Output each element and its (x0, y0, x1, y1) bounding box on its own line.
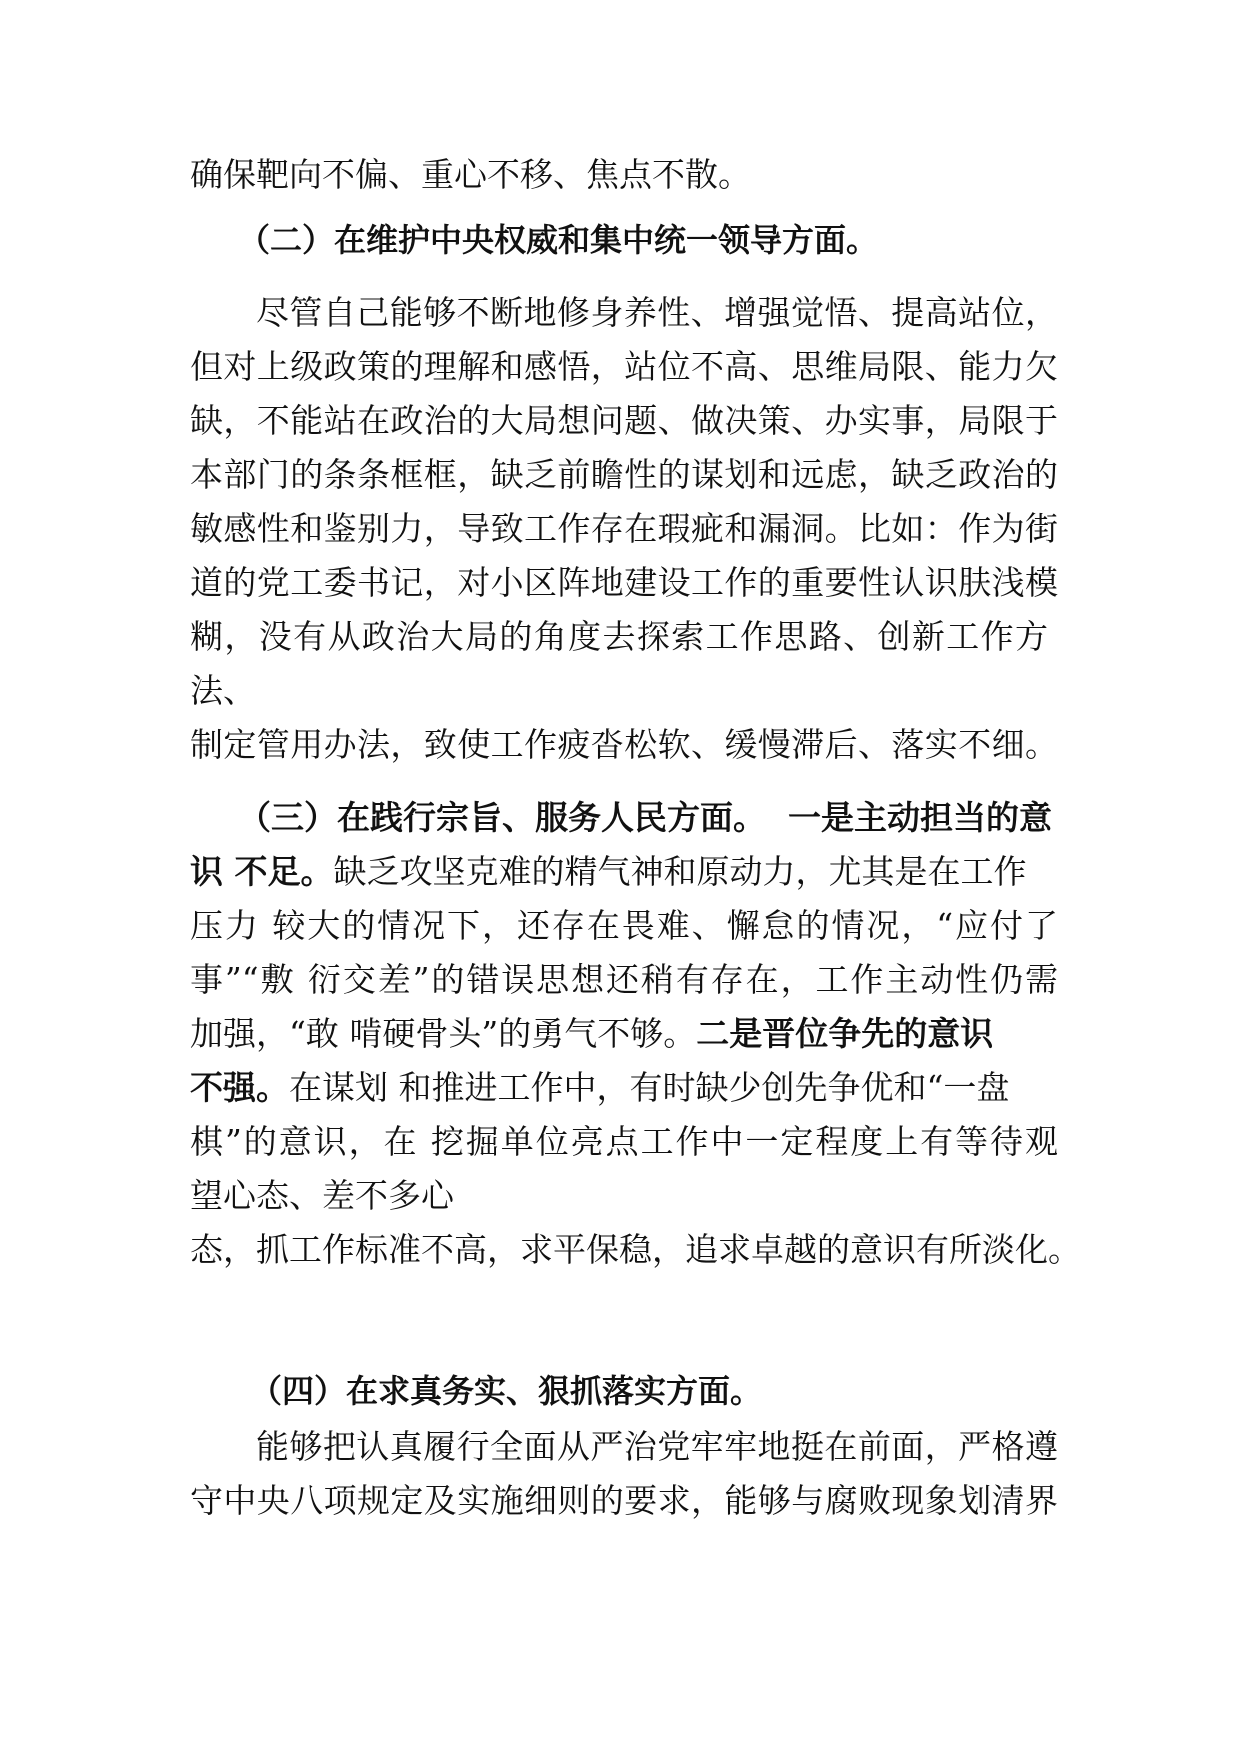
paragraph-line: 望心态、差不多心 (190, 1176, 454, 1215)
paragraph-text: 在谋划 和推进工作中，有时缺少创先争优和“一盘 (289, 1068, 1010, 1107)
paragraph-line: 事”“敷 衍交差”的错误思想还稍有存在，工作主动性仍需 (190, 960, 1058, 999)
paragraph-line: 守中央八项规定及实施细则的要求，能够与腐败现象划清界 (190, 1481, 1058, 1520)
paragraph-line: 确保靶向不偏、重心不移、焦点不散。 (190, 155, 751, 194)
paragraph-line (190, 1013, 1058, 1055)
point-two-title: 二是晋位争先的意识 (696, 1014, 994, 1053)
point-one-title-cont: 识 不足。 (190, 852, 334, 891)
section-heading-three: （三）在践行宗旨、服务人民方面。 (238, 798, 766, 837)
paragraph-line: 但对上级政策的理解和感悟，站位不高、思维局限、能力欠 (190, 347, 1058, 386)
paragraph-line: 法、 (190, 671, 256, 710)
paragraph-line: 能够把认真履行全面从严治党牢牢地挺在前面，严格遵 (256, 1427, 1058, 1466)
paragraph-line: 压力 较大的情况下，还存在畏难、懈怠的情况，“应付了 (190, 906, 1058, 945)
paragraph-text: 缺乏攻坚克难的精气神和原动力，尤其是在工作 (333, 852, 1027, 891)
paragraph-line (190, 851, 1058, 893)
paragraph-line: 棋”的意识，在 挖掘单位亮点工作中一定程度上有等待观 (190, 1122, 1058, 1161)
paragraph-line (190, 1067, 1058, 1109)
paragraph-line: 本部门的条条框框，缺乏前瞻性的谋划和远虑，缺乏政治的 (190, 455, 1058, 494)
point-one-title: 一是主动担当的意 (788, 798, 1052, 837)
paragraph-line: 缺，不能站在政治的大局想问题、做决策、办实事，局限于 (190, 401, 1058, 440)
paragraph-line: 敏感性和鉴别力，导致工作存在瑕疵和漏洞。比如：作为街 (190, 509, 1058, 548)
section-heading-two: （二）在维护中央权威和集中统一领导方面。 (238, 221, 879, 259)
paragraph-line: 态，抓工作标准不高，求平保稳，追求卓越的意识有所淡化。 (190, 1230, 1081, 1269)
section-three-first-line (238, 797, 1052, 839)
point-two-title-cont: 不强。 (190, 1068, 289, 1107)
paragraph-line: 尽管自己能够不断地修身养性、增强觉悟、提高站位， (256, 293, 1058, 332)
paragraph-line: 糊，没有从政治大局的角度去探索工作思路、创新工作方 (190, 617, 1048, 656)
paragraph-text: 加强，“敢 啃硬骨头”的勇气不够。 (190, 1014, 697, 1053)
paragraph-line: 制定管用办法，致使工作疲沓松软、缓慢滞后、落实不细。 (190, 725, 1058, 764)
paragraph-line: 道的党工委书记，对小区阵地建设工作的重要性认识肤浅模 (190, 563, 1058, 602)
section-heading-four: （四）在求真务实、狠抓落实方面。 (250, 1372, 763, 1410)
